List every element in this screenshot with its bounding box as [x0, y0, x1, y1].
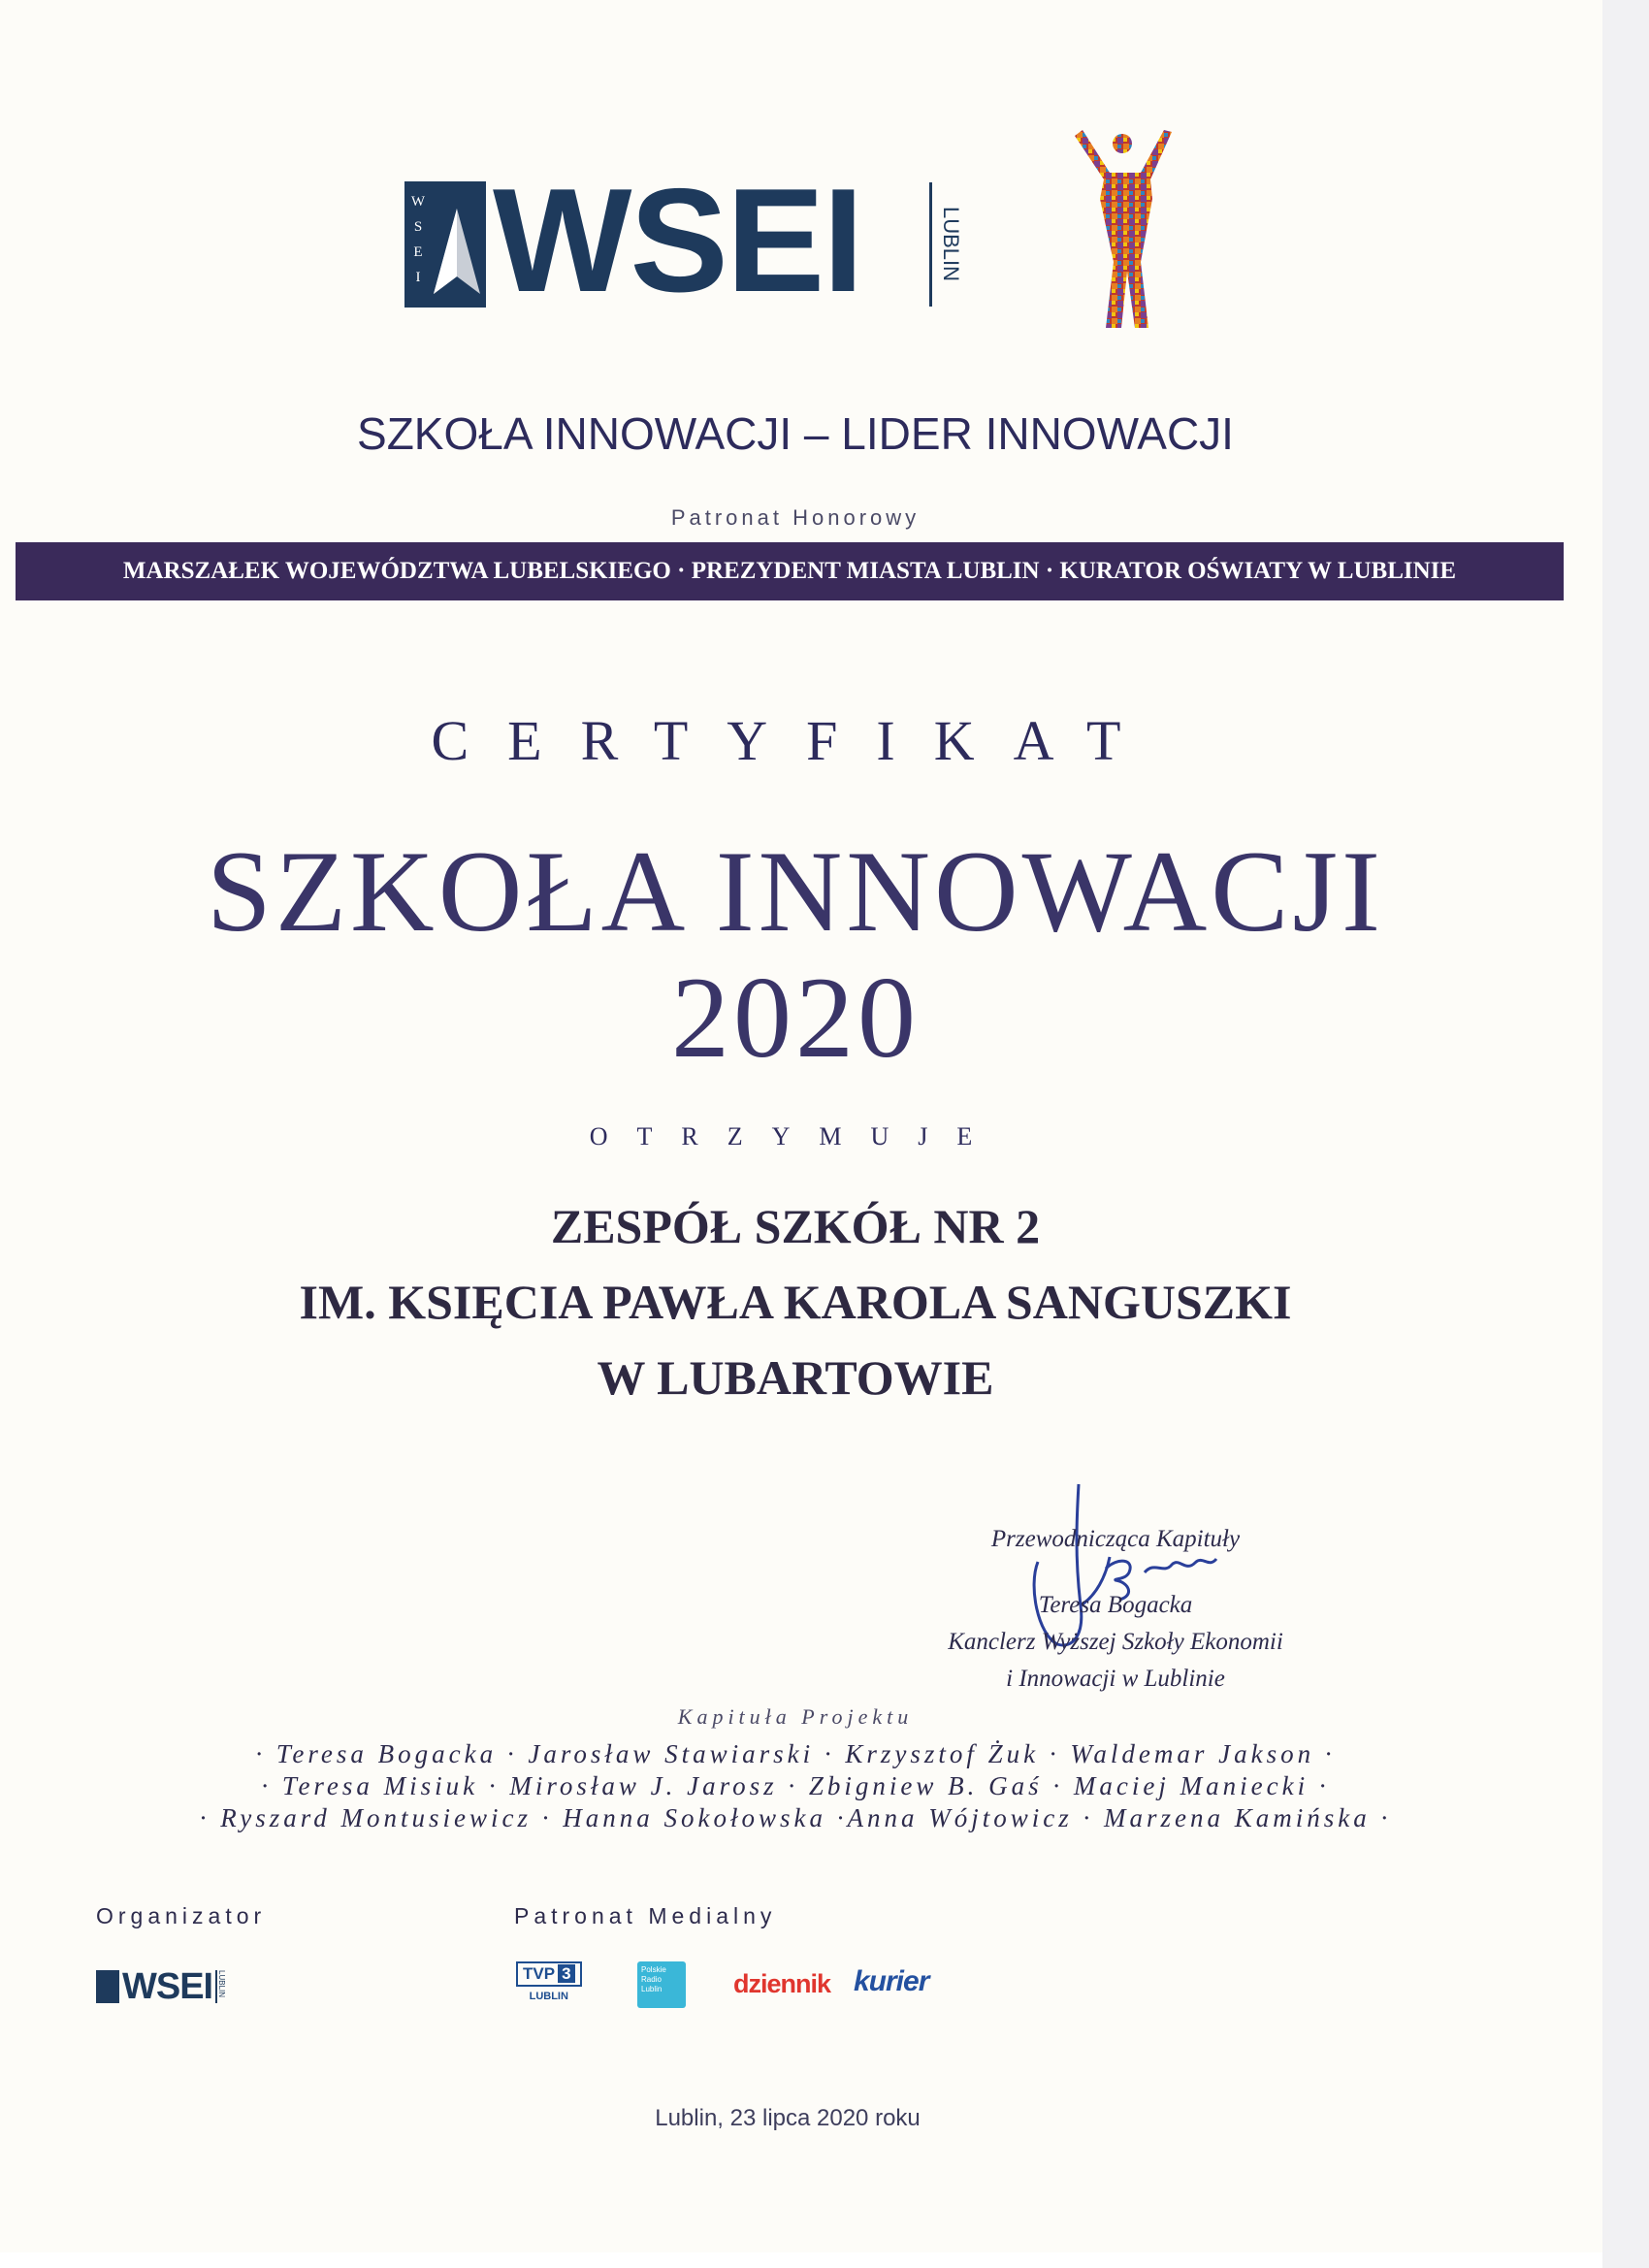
wsei-logo-side-letters: W S E I	[410, 194, 426, 285]
certificate-heading: CERTYFIKAT	[431, 709, 1160, 772]
tvp-mark: TVP 3	[516, 1961, 582, 1987]
wsei-logo-mark	[404, 181, 486, 308]
jury-heading: Kapituła Projektu	[677, 1704, 914, 1729]
media-patronage-label: Patronat Medialny	[514, 1903, 777, 1928]
recipient-line: IM. KSIĘCIA PAWŁA KAROLA SANGUSZKI	[299, 1275, 1292, 1329]
arrow-icon	[432, 205, 482, 298]
signatory-block	[873, 1521, 1358, 1698]
wsei-logo-word: WSEI	[493, 158, 862, 323]
radio-lublin-logo: Polskie Radio Lublin	[637, 1961, 686, 2008]
patronage-label: Patronat Honorowy	[670, 505, 921, 530]
recipient-line: ZESPÓŁ SZKÓŁ NR 2	[550, 1199, 1041, 1253]
wsei-logo-city: LUBLIN	[929, 182, 963, 307]
scan-edge	[1602, 0, 1649, 2268]
certificate-title: SZKOŁA INNOWACJI	[207, 826, 1384, 956]
jury-line: · Teresa Bogacka · Jarosław Stawiarski · Krzysztof Żuk · Waldemar Jakson ·	[255, 1739, 1336, 1768]
tvp-city: LUBLIN	[529, 1991, 568, 2002]
certificate-year: 2020	[671, 953, 920, 1082]
organizer-logo	[96, 1967, 226, 2006]
signatory-role: Przewodnicząca Kapituły	[990, 1526, 1241, 1552]
recipient-name	[0, 1188, 1591, 1415]
jury-line: · Teresa Misiuk · Mirosław J. Jarosz · Zbigniew B. Gaś · Maciej Maniecki ·	[261, 1771, 1330, 1800]
signature-space	[873, 1558, 1358, 1587]
program-title: SZKOŁA INNOWACJI – LIDER INNOWACJI	[357, 408, 1234, 459]
patronage-band: MARSZAŁEK WOJEWÓDZTWA LUBELSKIEGO · PREZYDENT MIASTA LUBLIN · KURATOR OŚWIATY W LUBLINIE	[16, 542, 1564, 600]
signatory-position: i Innowacji w Lublinie	[1006, 1666, 1225, 1692]
receives-label: OTRZYMUJE	[589, 1122, 1002, 1150]
mosaic-figure-icon	[1071, 126, 1178, 335]
jury-members	[0, 1738, 1591, 1834]
wsei-small-mark	[96, 1970, 119, 2003]
dziennik-logo: dziennik	[733, 1969, 831, 1998]
jury-line: · Ryszard Montusiewicz · Hanna Sokołowska ·Anna Wójtowicz · Marzena Kamińska ·	[199, 1803, 1392, 1832]
kurier-logo: kurier	[854, 1965, 929, 1997]
issue-date: Lublin, 23 lipca 2020 roku	[655, 2105, 921, 2131]
signatory-position: Kanclerz Wyższej Szkoły Ekonomii	[948, 1629, 1283, 1655]
organizer-label: Organizator	[96, 1903, 267, 1928]
recipient-line: W LUBARTOWIE	[597, 1350, 994, 1405]
signatory-name: Teresa Bogacka	[1038, 1592, 1193, 1618]
organizer-logo-word: WSEI	[122, 1966, 213, 2007]
organizer-logo-city: LUBLIN	[215, 1970, 226, 2003]
tvp3-logo	[516, 1961, 582, 2002]
